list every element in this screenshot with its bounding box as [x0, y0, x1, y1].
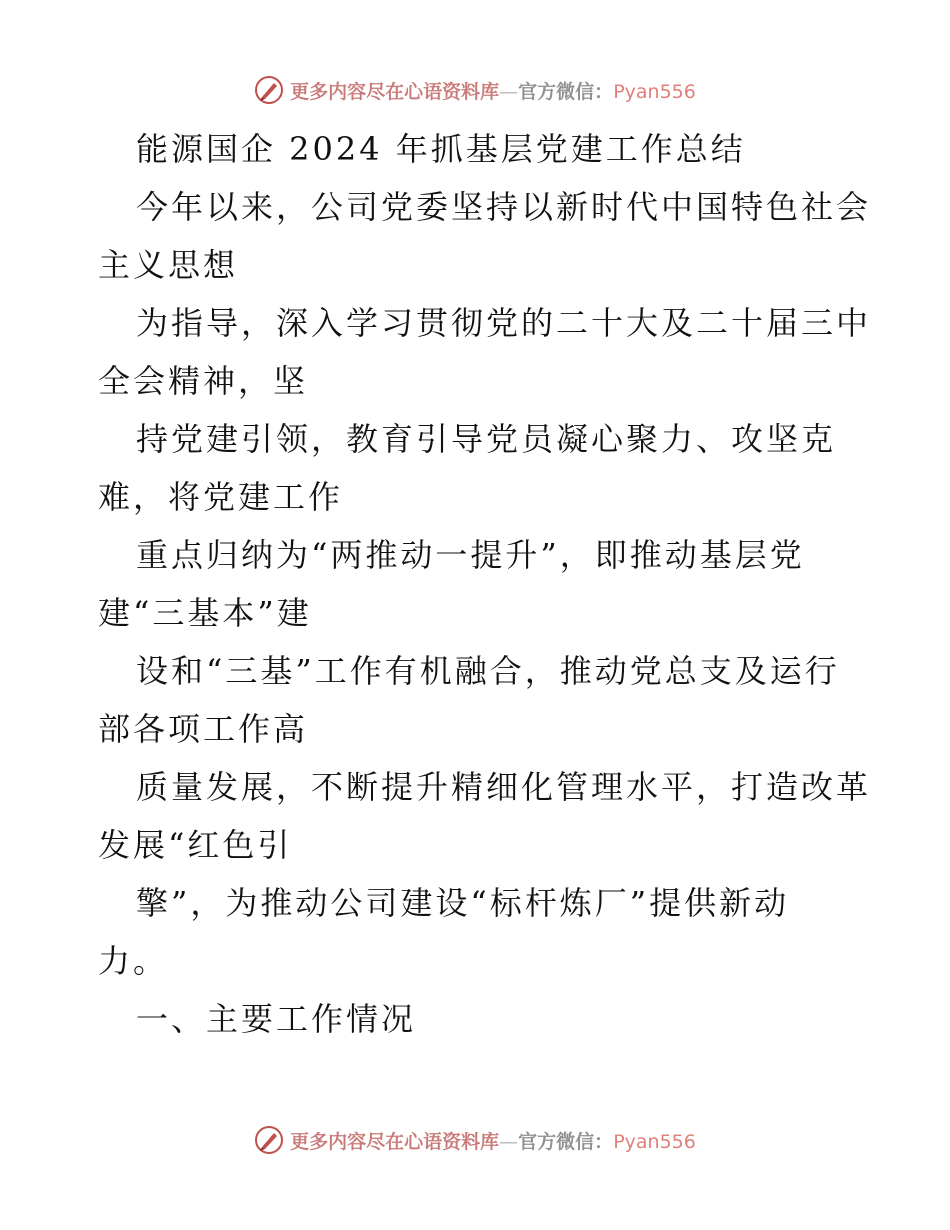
paragraph-line: 持党建引领，教育引导党员凝心聚力、攻坚克: [136, 420, 837, 458]
paragraph-line: 设和“三基”工作有机融合，推动党总支及运行: [136, 652, 840, 690]
footer-watermark-banner: [0, 1123, 950, 1157]
header-watermark-banner: [0, 73, 950, 107]
paragraph-line: 重点归纳为“两推动一提升”，即推动基层党: [136, 536, 805, 574]
watermark-wechat-id: Pyan556: [613, 80, 696, 103]
paragraph-line: 建“三基本”建: [98, 594, 312, 632]
watermark-dash: —: [499, 80, 519, 103]
watermark-dash: —: [499, 1130, 519, 1153]
paragraph-line: 力。: [98, 942, 169, 980]
paragraph-line: 主义思想: [98, 246, 239, 284]
watermark-wechat-id: Pyan556: [613, 1130, 696, 1153]
watermark-main-text: 更多内容尽在心语资料库: [290, 1130, 500, 1153]
watermark-text: [290, 77, 696, 104]
watermark-wechat-label: 官方微信：: [518, 80, 614, 103]
paragraph-line: 为指导，深入学习贯彻党的二十大及二十届三中: [136, 304, 872, 342]
watermark-wechat-label: 官方微信：: [518, 1130, 614, 1153]
paragraph-line: 质量发展，不断提升精细化管理水平，打造改革: [136, 768, 872, 806]
paragraph-line: 部各项工作高: [98, 710, 309, 748]
paragraph-line: 发展“红色引: [98, 826, 293, 864]
watermark-text: [290, 1127, 696, 1154]
paragraph-line: 全会精神，坚: [98, 362, 309, 400]
watermark-main-text: 更多内容尽在心语资料库: [290, 80, 500, 103]
document-body: [98, 120, 872, 1048]
paragraph-line: 一、主要工作情况: [136, 1000, 417, 1038]
quill-pen-logo-icon: [254, 75, 284, 105]
quill-pen-logo-icon: [254, 1125, 284, 1155]
paragraph-line: 擎”，为推动公司建设“标杆炼厂”提供新动: [136, 884, 790, 922]
paragraph-line: 难，将党建工作: [98, 478, 344, 516]
paragraph-line: 今年以来，公司党委坚持以新时代中国特色社会: [136, 188, 872, 226]
document-title: 能源国企 2024 年抓基层党建工作总结: [136, 130, 746, 168]
